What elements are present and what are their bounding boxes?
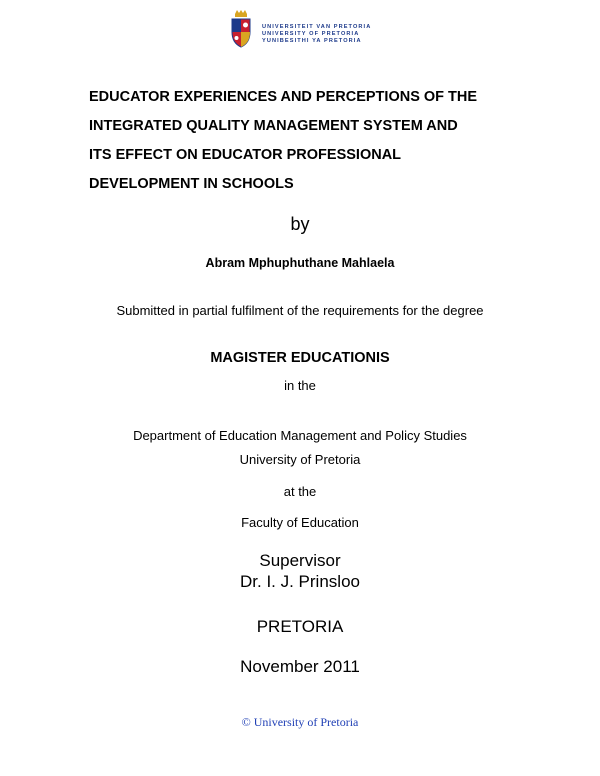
by-label: by — [290, 214, 310, 234]
author-name: Abram Mphuphuthane Mahlaela — [205, 256, 395, 270]
logo-wordmark — [262, 24, 371, 45]
university-crest-icon — [230, 10, 252, 48]
faculty-name: Faculty of Education — [241, 515, 359, 530]
logo-line-sepedi: YUNIBESITHI YA PRETORIA — [262, 38, 362, 44]
department-name: Department of Education Management and Policy Studies — [133, 428, 467, 443]
title-line: INTEGRATED QUALITY MANAGEMENT SYSTEM AND — [89, 118, 458, 134]
university-name: University of Pretoria — [239, 452, 361, 467]
title-line: ITS EFFECT ON EDUCATOR PROFESSIONAL — [89, 147, 402, 163]
supervisor-name: Dr. I. J. Prinsloo — [240, 572, 360, 591]
degree-name: MAGISTER EDUCATIONIS — [210, 350, 390, 366]
thesis-title — [89, 83, 529, 199]
supervisor-label: Supervisor — [259, 551, 341, 570]
place-name: PRETORIA — [256, 617, 344, 636]
at-the-label: at the — [283, 484, 317, 499]
submission-date: November 2011 — [240, 657, 360, 676]
copyright-notice: © University of Pretoria — [241, 715, 359, 729]
submission-statement: Submitted in partial fulfilment of the requirements for the degree — [116, 303, 484, 318]
logo-line-afrikaans: UNIVERSITEIT VAN PRETORIA — [262, 24, 372, 30]
university-logo — [230, 10, 370, 50]
logo-line-english: UNIVERSITY OF PRETORIA — [262, 31, 360, 37]
title-line: DEVELOPMENT IN SCHOOLS — [89, 176, 294, 192]
in-the-label: in the — [284, 378, 316, 393]
title-line: EDUCATOR EXPERIENCES AND PERCEPTIONS OF THE — [89, 89, 478, 105]
